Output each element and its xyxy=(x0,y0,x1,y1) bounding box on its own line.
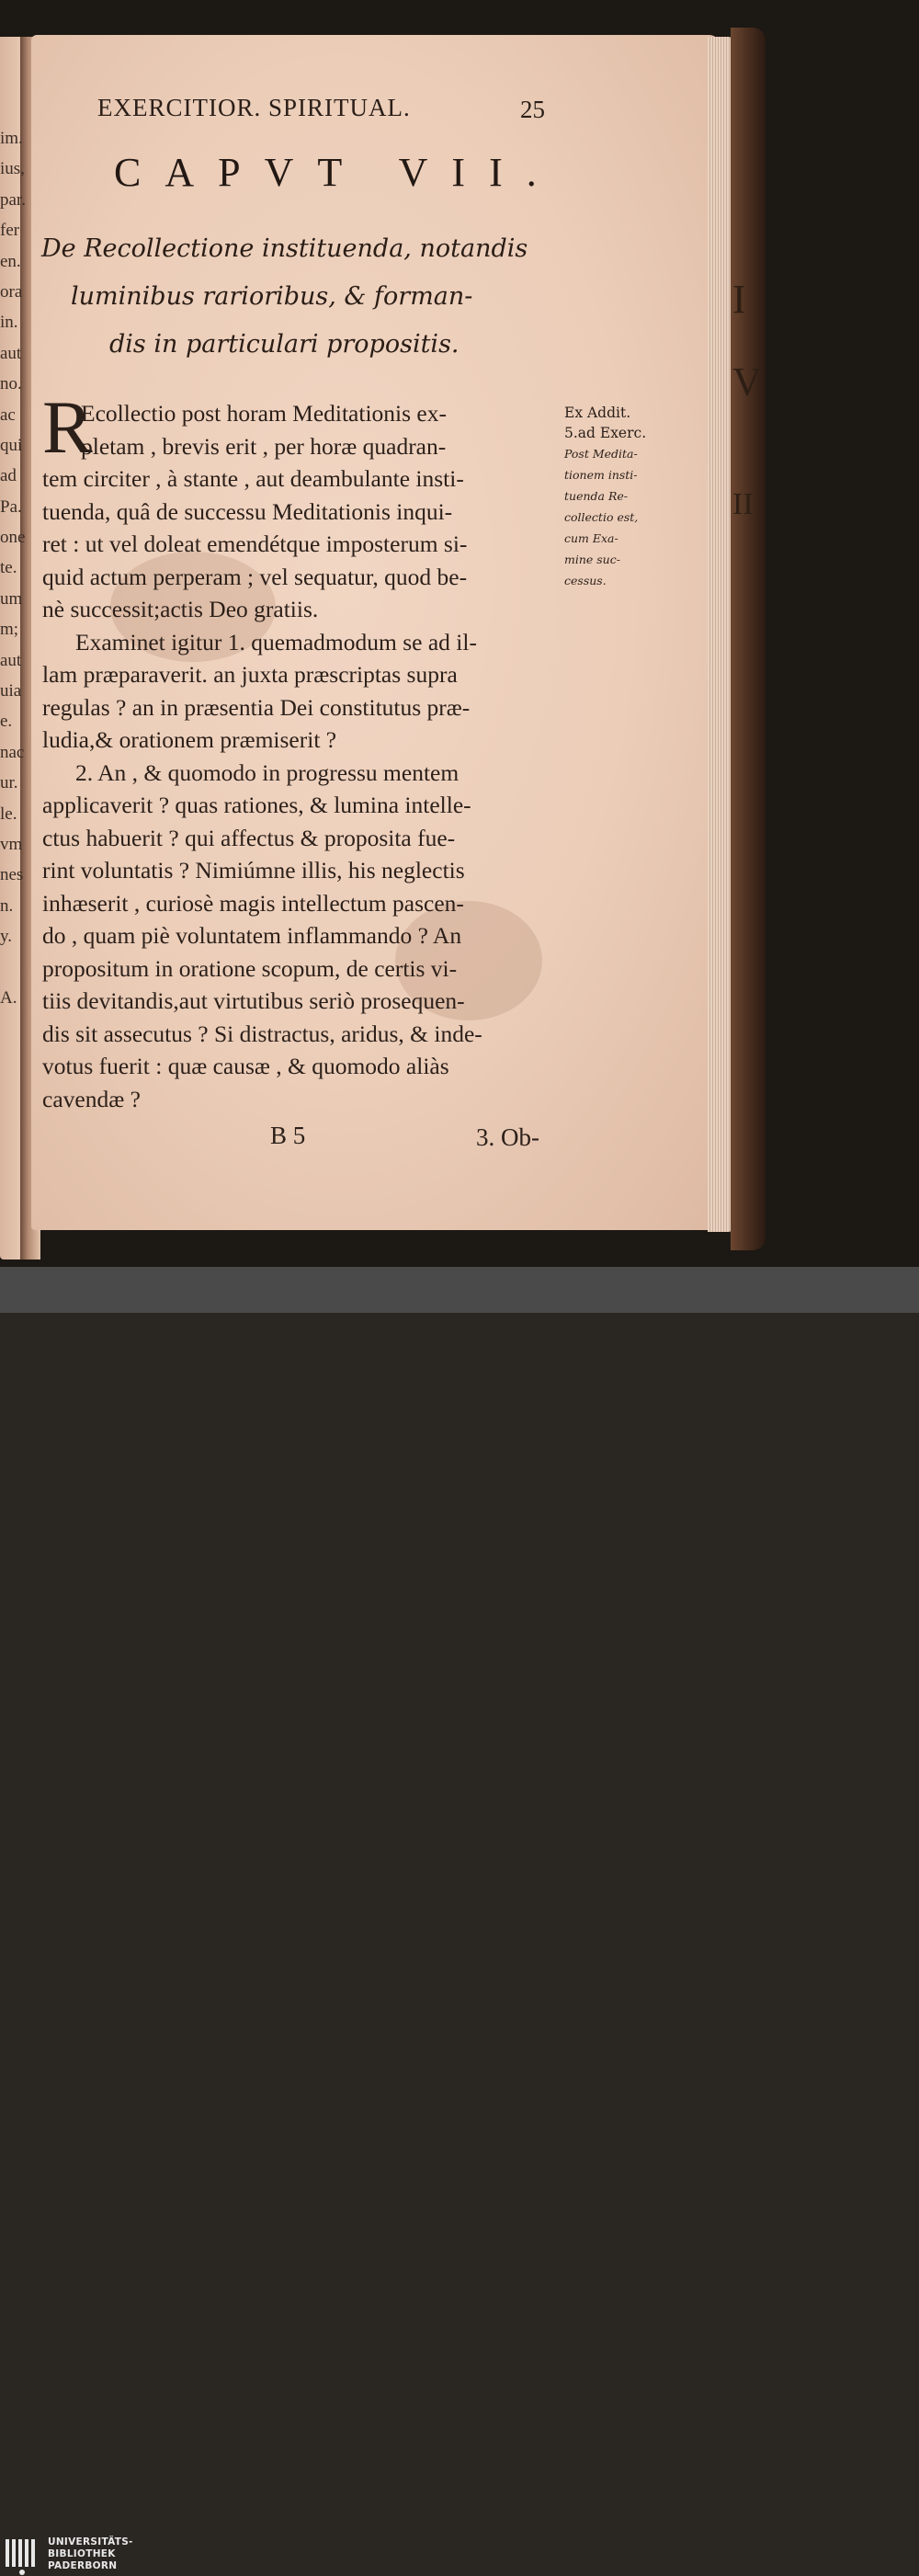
library-name-line: UNIVERSITÄTS- xyxy=(48,2536,133,2548)
margin-fragment: um xyxy=(0,588,23,609)
chapter-subtitle xyxy=(41,225,556,369)
text-line: tiis devitandis,aut virtutibus seriò prosequen- xyxy=(42,987,465,1014)
margin-fragment: le. xyxy=(0,804,17,824)
subtitle-line: luminibus rarioribus, & forman- xyxy=(71,282,473,311)
margin-fragment: in. xyxy=(0,313,18,333)
spine-letter: V xyxy=(732,359,762,405)
text-line: quid actum perperam ; vel sequatur, quod be- xyxy=(42,563,468,590)
marginal-note-line: tionem insti- xyxy=(564,468,638,482)
margin-fragment: vm xyxy=(0,834,23,854)
drop-cap: R xyxy=(42,385,93,469)
book-spine xyxy=(731,28,766,1250)
margin-fragment: ius, xyxy=(0,159,25,179)
marginal-note-line: tuenda Re- xyxy=(564,489,628,503)
library-logo-icon xyxy=(6,2537,39,2576)
margin-fragment: ac xyxy=(0,405,16,425)
marginal-note xyxy=(564,403,684,591)
book-scan xyxy=(0,0,919,1267)
marginal-note-line: 5.ad Exerc. xyxy=(564,425,647,441)
page-number: 25 xyxy=(520,96,545,123)
margin-fragment: ur. xyxy=(0,773,18,793)
spine-letter: I xyxy=(732,277,746,322)
margin-fragment: m; xyxy=(0,620,19,640)
marginal-note-line: cum Exa- xyxy=(564,531,618,545)
margin-fragment: fer xyxy=(0,221,20,241)
margin-fragment: qui xyxy=(0,435,23,455)
margin-fragment: aut xyxy=(0,343,22,363)
text-line: dis sit assecutus ? Si distractus, aridus, & inde- xyxy=(42,1020,482,1047)
marginal-note-line: cessus. xyxy=(564,574,607,587)
text-line: pletam , brevis erit , per horæ quadran- xyxy=(81,432,447,460)
text-line: ret : ut vel doleat emendétque imposterum si- xyxy=(42,530,468,557)
text-line: regulas ? an in præsentia Dei constitutus præ- xyxy=(42,693,471,721)
text-line: tuenda, quâ de successu Meditationis inqui- xyxy=(42,497,453,525)
text-line: applicaverit ? quas rationes, & lumina intelle- xyxy=(42,792,471,818)
margin-fragment: A. xyxy=(0,987,17,1008)
text-line: rint voluntatis ? Nimiúmne illis, his neglectis xyxy=(42,857,465,883)
margin-fragment: n. xyxy=(0,895,14,916)
margin-fragment: im. xyxy=(0,129,23,148)
margin-fragment: aut xyxy=(0,650,22,670)
margin-fragment: e. xyxy=(0,712,13,732)
margin-fragment: uia xyxy=(0,681,22,701)
text-line: 2. An , & quomodo in progressu mentem xyxy=(75,758,460,786)
running-head: EXERCITIOR. SPIRITUAL. xyxy=(97,94,411,121)
margin-fragment: ad xyxy=(0,466,17,486)
text-line: propositum in oratione scopum, de certis vi- xyxy=(42,954,458,982)
text-line: ctus habuerit ? qui affectus & proposita fue- xyxy=(42,824,456,851)
margin-fragment: no. xyxy=(0,374,22,394)
margin-fragment: par. xyxy=(0,189,26,210)
text-line: tem circiter , à stante , aut deambulante insti- xyxy=(42,465,464,492)
subtitle-line: De Recollectione instituenda, notandis xyxy=(41,234,528,263)
library-banner xyxy=(0,1267,919,2571)
text-line: lam præparaverit. an juxta præscriptas supra xyxy=(42,661,458,688)
text-line: Ecollectio post horam Meditationis ex- xyxy=(81,400,447,427)
library-name-line: PADERBORN xyxy=(48,2560,118,2571)
margin-fragment: Pa. xyxy=(0,496,22,517)
margin-fragment: nes xyxy=(0,865,24,885)
margin-fragment xyxy=(0,958,31,988)
library-name-line: BIBLIOTHEK xyxy=(48,2548,116,2559)
margin-fragment: en. xyxy=(0,251,21,271)
marginal-note-line: mine suc- xyxy=(564,553,620,566)
signature-mark: B 5 xyxy=(270,1122,306,1149)
margin-fragment: nac xyxy=(0,742,25,762)
text-line: cavendæ ? xyxy=(42,1085,141,1112)
text-line: ludia,& orationem præmiserit ? xyxy=(42,726,337,753)
subtitle-line: dis in particulari propositis. xyxy=(109,330,460,359)
text-line: Examinet igitur 1. quemadmodum se ad il- xyxy=(75,628,477,655)
margin-fragment: one xyxy=(0,528,26,548)
chapter-title: CAPVT VII. xyxy=(114,150,561,195)
library-name xyxy=(48,2536,133,2572)
marginal-note-line: collectio est, xyxy=(564,510,639,524)
text-line: do , quam piè voluntatem inflammando ? An xyxy=(42,922,462,949)
margin-fragment: ora xyxy=(0,281,23,302)
marginal-note-line: Post Medita- xyxy=(564,447,638,461)
margin-fragment: te. xyxy=(0,558,17,578)
text-line: votus fuerit : quæ causæ , & quomodo aliàs xyxy=(42,1053,449,1079)
margin-fragment: y. xyxy=(0,927,13,947)
text-line: nè successit;actis Deo gratiis. xyxy=(42,596,319,622)
marginal-note-line: Ex Addit. xyxy=(564,405,631,421)
spine-letter: II xyxy=(732,487,754,521)
body-text xyxy=(42,397,562,1115)
text-line: inhæserit , curiosè magis intellectum pascen- xyxy=(42,889,464,917)
catchword: 3. Ob- xyxy=(476,1123,539,1151)
